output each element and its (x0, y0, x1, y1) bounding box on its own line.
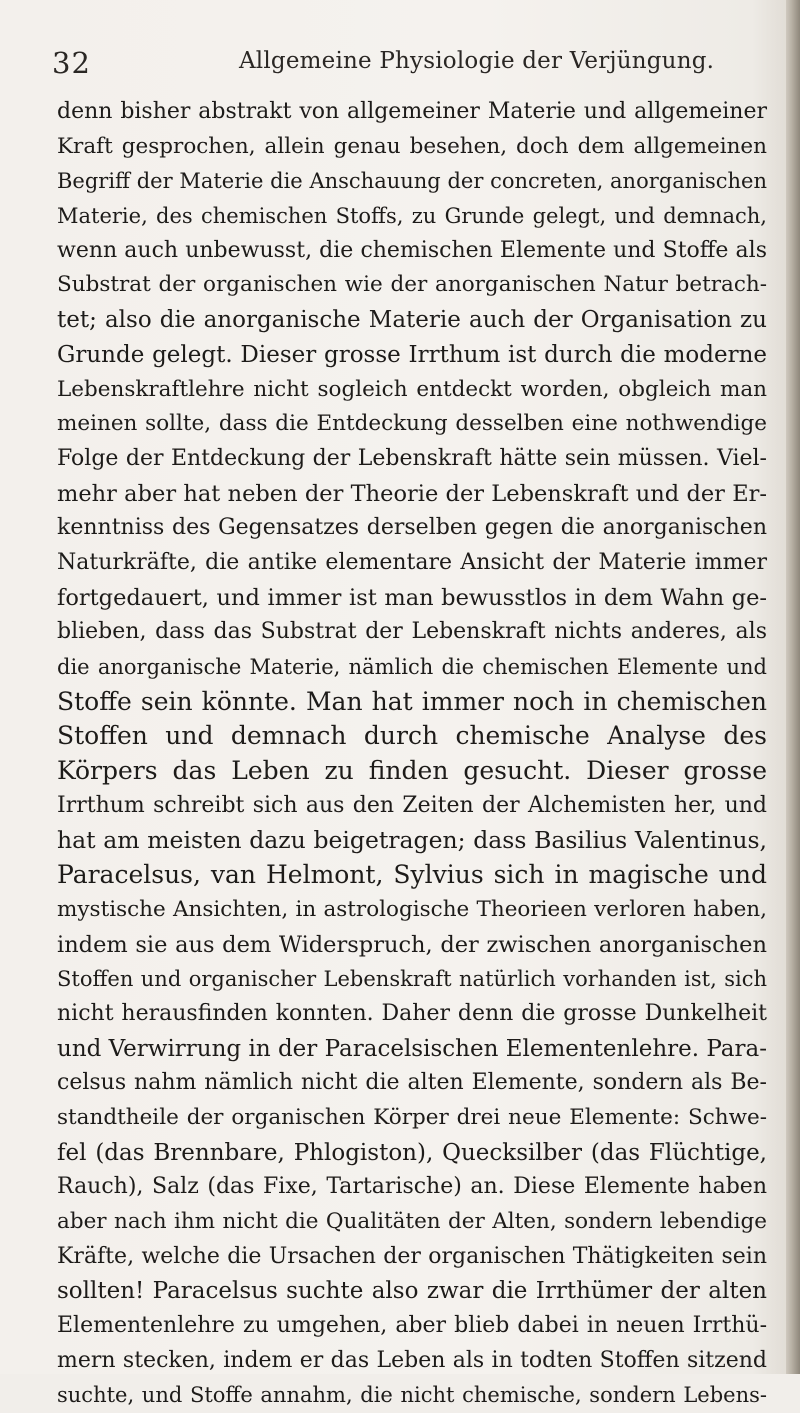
text-line: Elementenlehre zu umgehen, aber blieb dabei in neuen Irrthü- (57, 1313, 767, 1339)
running-head: Allgemeine Physiologie der Verjüngung. (239, 48, 715, 74)
text-line: Stoffen und organischer Lebenskraft natürlich vorhanden ist, sich (57, 967, 767, 992)
text-line: fel (das Brennbare, Phlogiston), Quecksilber (das Flüchtige, (57, 1139, 767, 1166)
text-line: hat am meisten dazu beigetragen; dass Basilius Valentinus, (57, 826, 767, 855)
text-line: blieben, dass das Substrat der Lebenskraft nichts anderes, als (57, 619, 767, 645)
text-line: Begriff der Materie die Anschauung der concreten, anorganischen (57, 169, 767, 194)
text-line: aber nach ihm nicht die Qualitäten der Alten, sondern lebendige (57, 1209, 767, 1234)
text-line: Rauch), Salz (das Fixe, Tartarische) an. Diese Elemente haben (57, 1174, 767, 1200)
text-line: Stoffe sein könnte. Man hat immer noch in chemischen (57, 686, 767, 716)
text-line: Körpers das Leben zu finden gesucht. Dieser grosse (57, 756, 767, 786)
text-line: Paracelsus, van Helmont, Sylvius sich in magische und (57, 860, 767, 890)
text-line: fortgedauert, und immer ist man bewusstlos in dem Wahn ge- (57, 584, 767, 611)
text-line: die anorganische Materie, nämlich die chemischen Elemente und (57, 655, 767, 679)
text-line: Naturkräfte, die antike elementare Ansicht der Materie immer (57, 549, 767, 575)
text-line: Materie, des chemischen Stoffs, zu Grunde gelegt, und demnach, (57, 204, 767, 229)
text-line: suchte, und Stoffe annahm, die nicht chemische, sondern Lebens- (57, 1383, 767, 1408)
text-line: meinen sollte, dass die Entdeckung desselben eine nothwendige (57, 411, 767, 437)
text-line: Grunde gelegt. Dieser grosse Irrthum ist durch die moderne (57, 341, 767, 368)
text-line: mystische Ansichten, in astrologische Theorieen verloren haben, (57, 896, 767, 922)
text-line: mern stecken, indem er das Leben als in todten Stoffen sitzend (57, 1347, 767, 1373)
text-line: indem sie aus dem Widerspruch, der zwischen anorganischen (57, 931, 767, 958)
page-number: 32 (52, 46, 91, 80)
text-line: Kräfte, welche die Ursachen der organischen Thätigkeiten sein (57, 1243, 767, 1269)
text-line: celsus nahm nämlich nicht die alten Elemente, sondern als Be- (57, 1070, 767, 1096)
text-line: und Verwirrung in der Paracelsischen Elementenlehre. Para- (57, 1035, 767, 1062)
text-line: Lebenskraftlehre nicht sogleich entdeckt worden, obgleich man (57, 376, 767, 402)
text-line: sollten! Paracelsus suchte also zwar die Irrthümer der alten (57, 1278, 767, 1305)
text-line: wenn auch unbewusst, die chemischen Elemente und Stoffe als (57, 237, 767, 263)
body-text (57, 95, 767, 1413)
text-line: denn bisher abstrakt von allgemeiner Materie und allgemeiner (57, 99, 767, 124)
text-line: kenntniss des Gegensatzes derselben gegen die anorganischen (57, 515, 767, 541)
text-line: Irrthum schreibt sich aus den Zeiten der Alchemisten her, und (57, 792, 767, 818)
text-line: Kraft gesprochen, allein genau besehen, doch dem allgemeinen (57, 133, 767, 159)
page-header (52, 42, 772, 82)
text-line: tet; also die anorganische Materie auch der Organisation zu (57, 307, 767, 334)
text-line: standtheile der organischen Körper drei neue Elemente: Schwe- (57, 1104, 767, 1130)
text-line: mehr aber hat neben der Theorie der Lebenskraft und der Er- (57, 480, 767, 507)
text-line: Stoffen und demnach durch chemische Analyse des (57, 721, 767, 751)
page-binding-edge (786, 0, 800, 1374)
text-line: nicht herausfinden konnten. Daher denn die grosse Dunkelheit (57, 1000, 767, 1026)
text-line: Folge der Entdeckung der Lebenskraft hätte sein müssen. Viel- (57, 445, 767, 471)
text-line: Substrat der organischen wie der anorganischen Natur betrach- (57, 272, 767, 298)
